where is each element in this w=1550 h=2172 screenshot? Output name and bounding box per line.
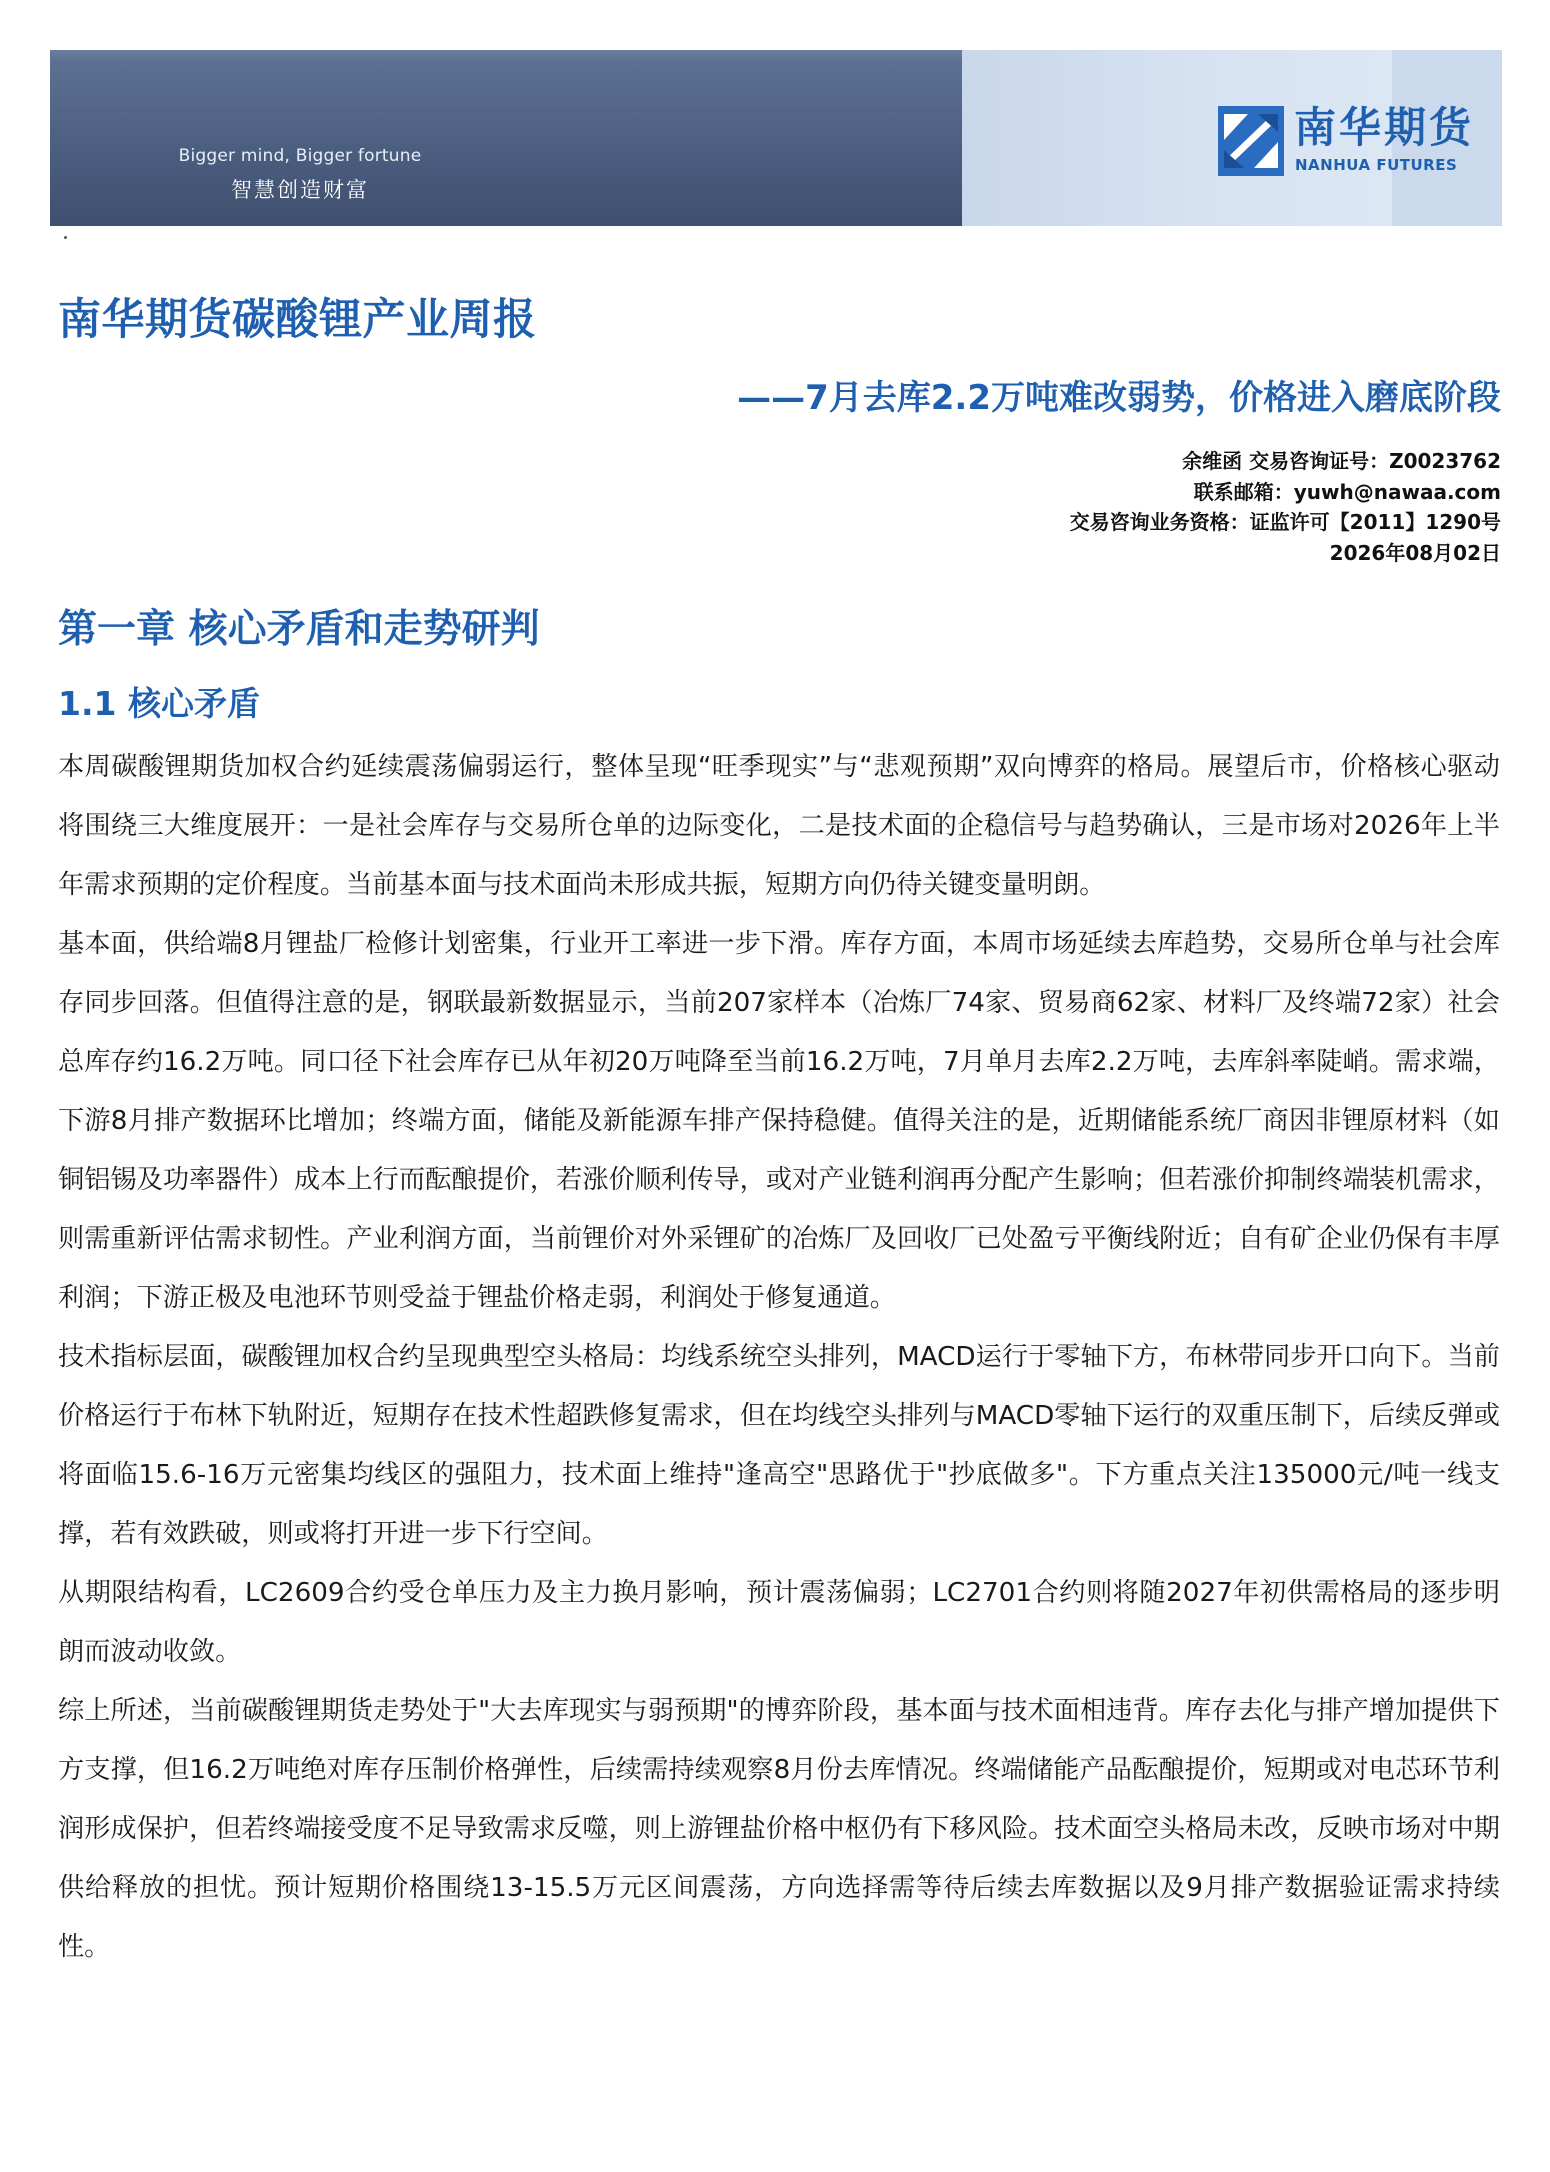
decorative-dot [64,236,67,239]
slogan-english: Bigger mind, Bigger fortune [178,146,422,166]
analyst-license: 余维函 交易咨询证号：Z0023762 [1182,449,1501,473]
report-subtitle: ——7月去库2.2万吨难改弱势，价格进入磨底阶段 [737,378,1501,418]
chapter-title: 第一章 核心矛盾和走势研判 [58,607,540,652]
banner-highlight [50,50,962,60]
paragraph-term-structure: 从期限结构看，LC2609合约受仓单压力及主力换月影响，预计震荡偏弱；LC2701合约则将随2027年初供需格局的逐步明朗而波动收敛。 [58,1578,1500,1667]
logo-text-english: NANHUA FUTURES [1295,156,1458,174]
contact-email: 联系邮箱：yuwh@nawaa.com [1193,479,1501,504]
report-title: 南华期货碳酸锂产业周报 [58,295,537,345]
paragraph-fundamentals: 基本面，供给端8月锂盐厂检修计划密集，行业开工率进一步下滑。库存方面，本周市场延续去库趋势，交易所仓单与社会库存同步回落。但值得注意的是，钢联最新数据显示，当前207家样本（冶炼厂74家、贸易商62家、材料厂及终端72家）社会总库存约16.2万吨。同口径下社会库存已从年初20万吨降至当前16.2万吨，7月单月去库2.2万吨，去库斜率陡峭。需求端，下游8月排产数据环比增加；终端方面，储能及新能源车排产保持稳健。值得关注的是，近期储能系统厂商因非锂原材料（如铜铝锡及功率器件）成本上行而酝酿提价，若涨价顺利传导，或对产业链利润再分配产生影响；但若涨价抑制终端装机需求，则需重新评估需求韧性。产业利润方面，当前锂价对外采锂矿的冶炼厂及回收厂已处盈亏平衡线附近；自有矿企业仍保有丰厚利润；下游正极及电池环节则受益于锂盐价格走弱，利润处于修复通道。 [58,929,1500,1313]
nanhua-logo-icon [1218,106,1284,176]
paragraph-technical: 技术指标层面，碳酸锂加权合约呈现典型空头格局：均线系统空头排列，MACD运行于零轴下方，布林带同步开口向下。当前价格运行于布林下轨附近，短期存在技术性超跌修复需求，但在均线空头排列与MACD零轴下运行的双重压制下，后续反弹或将面临15.6-16万元密集均线区的强阻力，技术面上维持"逢高空"思路优于"抄底做多"。下方重点关注135000元/吨一线支撑，若有效跌破，则或将打开进一步下行空间。 [58,1342,1500,1549]
business-qualification: 交易咨询业务资格：证监许可【2011】1290号 [1069,510,1501,534]
paragraph-summary: 综上所述，当前碳酸锂期货走势处于"大去库现实与弱预期"的博弈阶段，基本面与技术面相违背。库存去化与排产增加提供下方支撑，但16.2万吨绝对库存压制价格弹性，后续需持续观察8月份去库情况。终端储能产品酝酿提价，短期或对电芯环节利润形成保护，但若终端接受度不足导致需求反噬，则上游锂盐价格中枢仍有下移风险。技术面空头格局未改，反映市场对中期供给释放的担忧。预计短期价格围绕13-15.5万元区间震荡，方向选择需等待后续去库数据以及9月排产数据验证需求持续性。 [58,1696,1500,1962]
report-date: 2026年08月02日 [1329,540,1501,565]
section-title: 1.1 核心矛盾 [58,684,260,723]
paragraph-outlook: 本周碳酸锂期货加权合约延续震荡偏弱运行，整体呈现“旺季现实”与“悲观预期”双向博弈的格局。展望后市，价格核心驱动将围绕三大维度展开：一是社会库存与交易所仓单的边际变化，二是技术面的企稳信号与趋势确认，三是市场对2026年上半年需求预期的定价程度。当前基本面与技术面尚未形成共振，短期方向仍待关键变量明朗。 [58,752,1500,900]
report-body [58,738,1500,1977]
logo-text-chinese: 南华期货 [1294,103,1475,152]
author-info [1070,446,1501,568]
slogan-chinese: 智慧创造财富 [231,178,369,202]
header-banner [50,50,1502,226]
